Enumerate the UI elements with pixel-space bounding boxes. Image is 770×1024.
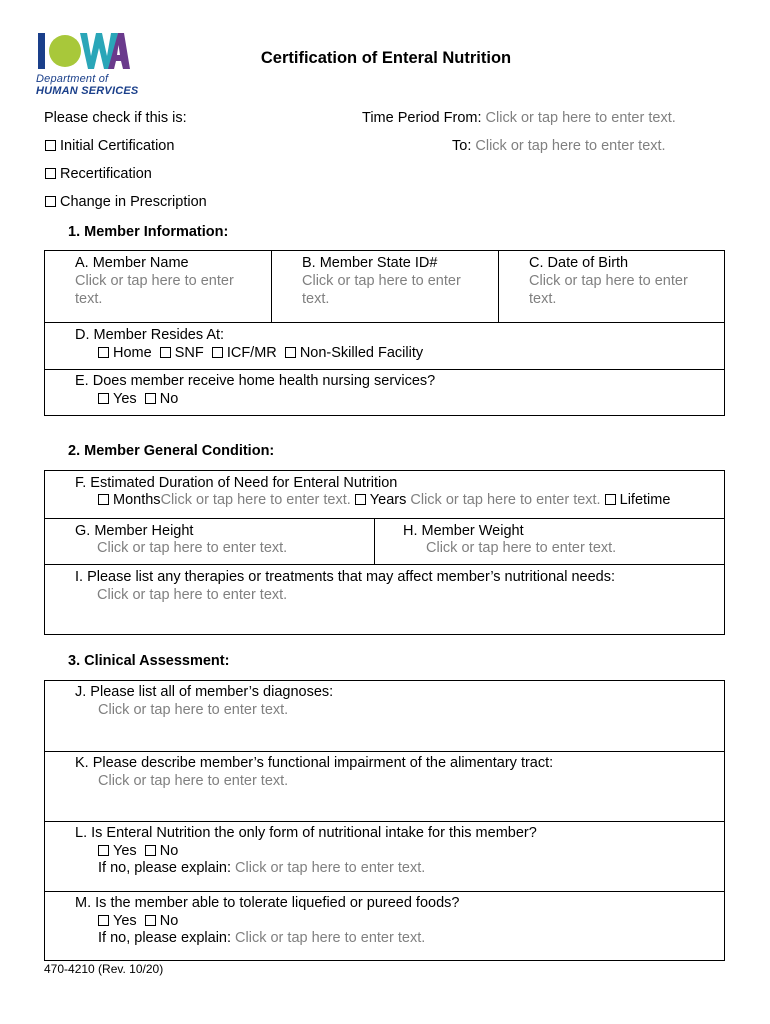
initial-certification-checkbox[interactable] (45, 140, 56, 151)
weight-cell (374, 519, 724, 564)
months-checkbox[interactable] (98, 494, 109, 505)
tolerate-label: M. Is the member able to tolerate liquefied or pureed foods? (75, 895, 460, 911)
member-name-label: A. Member Name (75, 255, 189, 271)
general-condition-table (44, 470, 725, 635)
time-to-field[interactable]: Click or tap here to enter text. (475, 138, 666, 154)
dob-field[interactable]: Click or tap here to enter text. (529, 273, 688, 307)
only-form-yes-checkbox[interactable] (98, 845, 109, 856)
only-form-row (45, 821, 724, 891)
check-label: Please check if this is: (44, 110, 187, 126)
duration-options: MonthsClick or tap here to enter text. Years Click or tap here to enter text. Lifetime (98, 491, 670, 509)
state-id-cell (271, 251, 498, 322)
state-id-label: B. Member State ID# (302, 255, 438, 271)
tolerate-options: Yes No (98, 912, 178, 930)
duration-label: F. Estimated Duration of Need for Enteral Nutrition (75, 475, 398, 491)
only-form-options: Yes No (98, 842, 178, 860)
tolerate-yes-checkbox[interactable] (98, 915, 109, 926)
months-field[interactable]: Click or tap here to enter text. (160, 492, 351, 508)
impairment-label: K. Please describe member’s functional impairment of the alimentary tract: (75, 755, 554, 771)
diagnoses-label: J. Please list all of member’s diagnoses: (75, 684, 334, 700)
non-skilled-facility-checkbox[interactable] (285, 347, 296, 358)
height-weight-row (45, 518, 724, 564)
diagnoses-field[interactable]: Click or tap here to enter text. (98, 702, 289, 718)
dob-cell (498, 251, 724, 322)
therapies-label: I. Please list any therapies or treatments that may affect member’s nutritional needs: (75, 569, 615, 585)
therapies-row (45, 564, 724, 634)
initial-certification-option[interactable]: Initial Certification (45, 138, 174, 154)
home-checkbox[interactable] (98, 347, 109, 358)
member-name-cell (45, 251, 271, 322)
tolerate-no-checkbox[interactable] (145, 915, 156, 926)
therapies-field[interactable]: Click or tap here to enter text. (97, 587, 288, 603)
nursing-no-checkbox[interactable] (145, 393, 156, 404)
nursing-row (45, 369, 724, 415)
nursing-yes-checkbox[interactable] (98, 393, 109, 404)
only-form-explain: If no, please explain: Click or tap here to enter text. (98, 860, 426, 876)
height-cell (45, 519, 374, 564)
logo-services-text: HUMAN SERVICES (36, 85, 139, 97)
change-prescription-checkbox[interactable] (45, 196, 56, 207)
nursing-label: E. Does member receive home health nursing services? (75, 373, 436, 389)
form-title: Certification of Enteral Nutrition (260, 49, 512, 67)
years-field[interactable]: Click or tap here to enter text. (410, 492, 601, 508)
only-form-explain-field[interactable]: Click or tap here to enter text. (235, 860, 426, 876)
section-2-title: 2. Member General Condition: (68, 443, 275, 459)
snf-checkbox[interactable] (160, 347, 171, 358)
resides-row (45, 322, 724, 369)
years-checkbox[interactable] (355, 494, 366, 505)
time-from-field[interactable]: Click or tap here to enter text. (485, 110, 676, 126)
clinical-assessment-table (44, 680, 725, 961)
tolerate-explain: If no, please explain: Click or tap here to enter text. (98, 930, 426, 946)
only-form-label: L. Is Enteral Nutrition the only form of nutritional intake for this member? (75, 825, 537, 841)
height-label: G. Member Height (75, 523, 194, 539)
section-1-title: 1. Member Information: (68, 224, 229, 240)
icf-mr-checkbox[interactable] (212, 347, 223, 358)
impairment-field[interactable]: Click or tap here to enter text. (98, 773, 289, 789)
only-form-no-checkbox[interactable] (145, 845, 156, 856)
time-period-from: Time Period From: Click or tap here to enter text. (362, 110, 676, 126)
tolerate-explain-field[interactable]: Click or tap here to enter text. (235, 930, 426, 946)
member-id-row (45, 251, 724, 322)
impairment-row (45, 751, 724, 821)
weight-field[interactable]: Click or tap here to enter text. (426, 540, 617, 556)
height-field[interactable]: Click or tap here to enter text. (97, 540, 288, 556)
diagnoses-row (45, 681, 724, 751)
weight-label: H. Member Weight (403, 523, 524, 539)
state-id-field[interactable]: Click or tap here to enter text. (302, 273, 461, 307)
duration-row (45, 471, 724, 518)
member-name-field[interactable]: Click or tap here to enter text. (75, 273, 234, 307)
tolerate-row (45, 891, 724, 960)
logo-department-text: Department of (36, 73, 109, 85)
dob-label: C. Date of Birth (529, 255, 629, 271)
form-number-footer: 470-4210 (Rev. 10/20) (44, 962, 164, 976)
resides-label: D. Member Resides At: (75, 327, 225, 343)
resides-options: Home SNF ICF/MR Non-Skilled Facility (98, 344, 423, 362)
recertification-option[interactable]: Recertification (45, 166, 152, 182)
nursing-options: Yes No (98, 390, 178, 408)
member-information-table (44, 250, 725, 416)
section-3-title: 3. Clinical Assessment: (68, 653, 230, 669)
time-period-to: To: Click or tap here to enter text. (452, 138, 666, 154)
lifetime-checkbox[interactable] (605, 494, 616, 505)
recertification-checkbox[interactable] (45, 168, 56, 179)
change-prescription-option[interactable]: Change in Prescription (45, 194, 207, 210)
